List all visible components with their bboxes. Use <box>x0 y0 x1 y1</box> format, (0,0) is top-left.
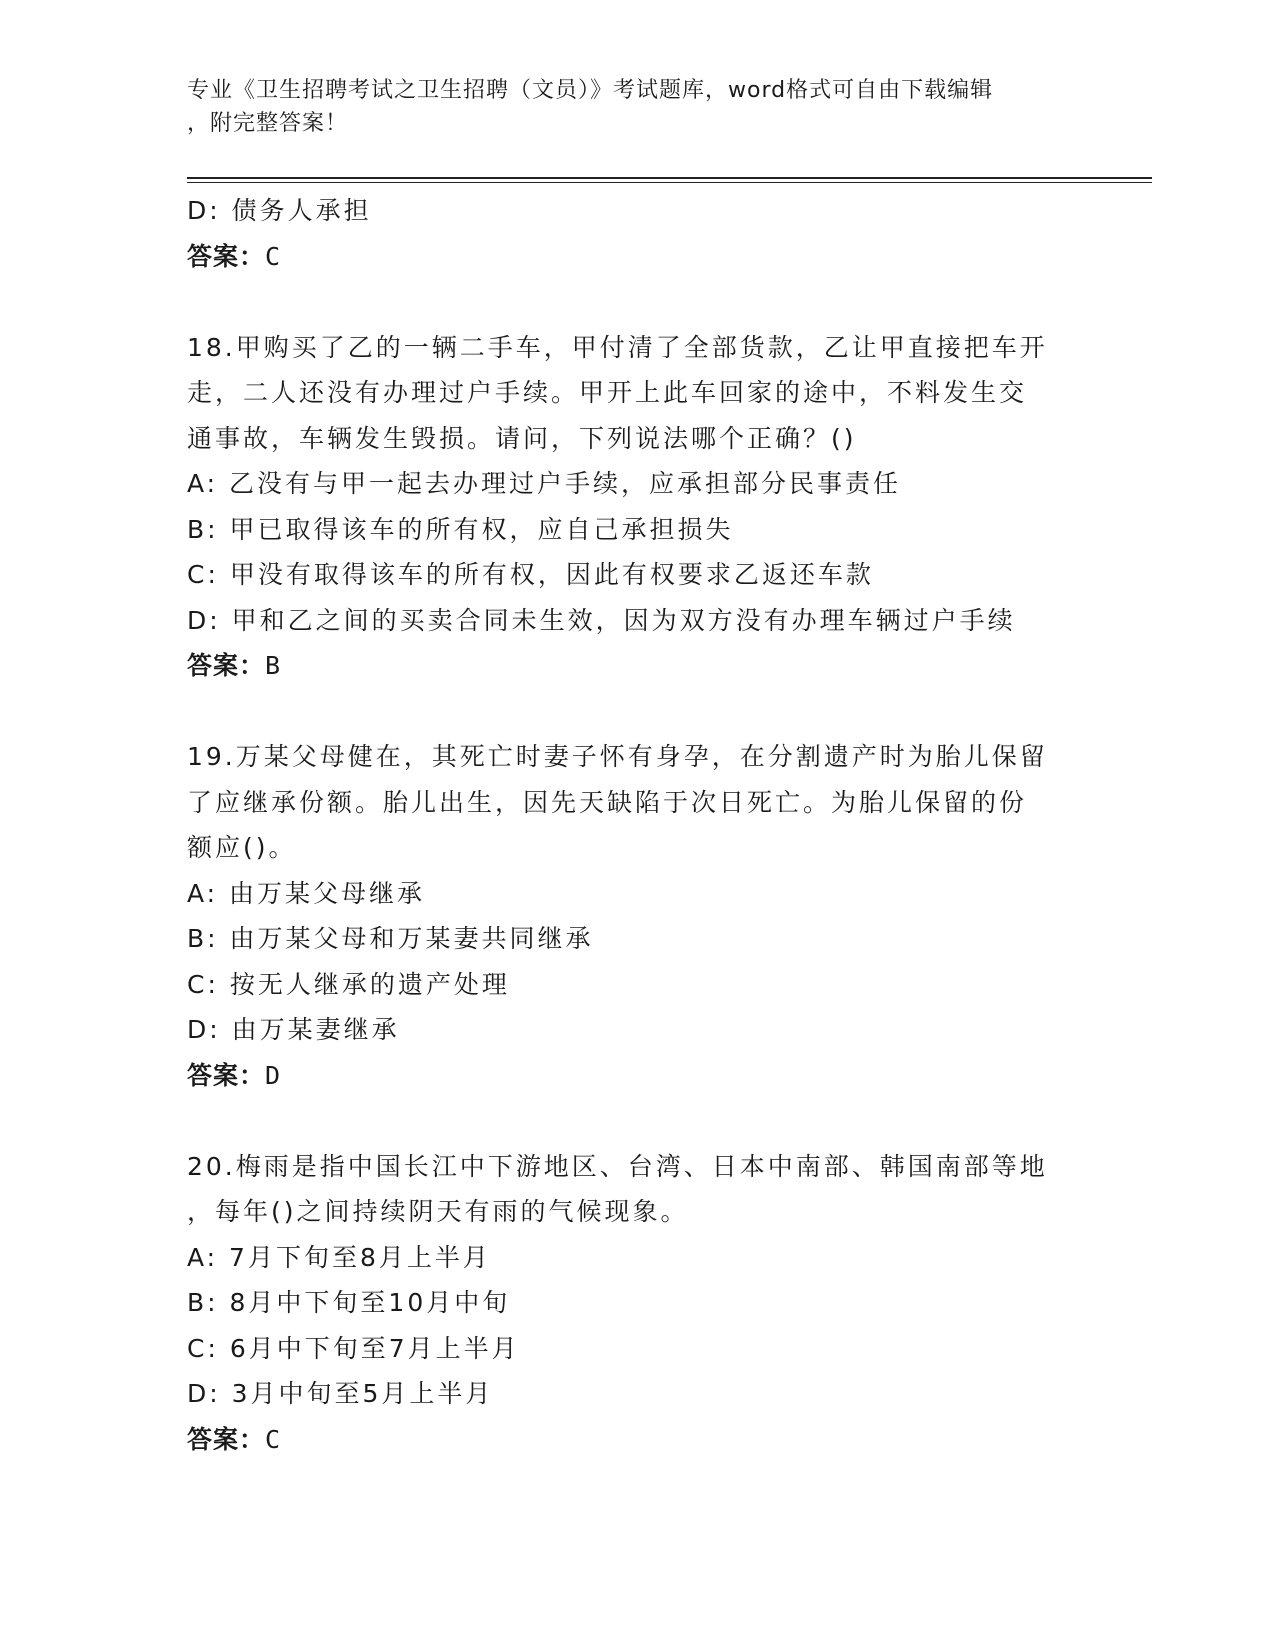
document-body <box>187 188 1087 1462</box>
answer-value: D <box>265 1060 282 1090</box>
question-stem <box>187 325 1087 462</box>
option-d: D: 甲和乙之间的买卖合同未生效，因为双方没有办理车辆过户手续 <box>187 605 1016 635</box>
question-20 <box>187 1144 1087 1463</box>
header-rule-thin <box>187 182 1152 183</box>
header-line-2: ，附完整答案！ <box>187 111 349 136</box>
header-rule-thick <box>187 177 1152 179</box>
answer-value: C <box>265 241 282 271</box>
question-18 <box>187 325 1087 689</box>
answer-label: 答案： <box>187 651 266 680</box>
stem-line: 18.甲购买了乙的一辆二手车，甲付清了全部货款，乙让甲直接把车开 <box>187 332 1048 362</box>
answer <box>187 1053 1087 1099</box>
stem-line: 额应()。 <box>187 833 297 862</box>
option-a: A: 乙没有与甲一起去办理过户手续，应承担部分民事责任 <box>187 469 902 498</box>
question-stem <box>187 1144 1087 1235</box>
answer-label: 答案： <box>187 241 266 271</box>
header-line-1: 专业《卫生招聘考试之卫生招聘（文员）》考试题库，word格式可自由下载编辑 <box>187 78 994 103</box>
option-b: B: 8月中下旬至10月中旬 <box>187 1288 511 1317</box>
answer-value: B <box>265 651 282 680</box>
question-stem <box>187 734 1087 871</box>
option-d: D: 由万某妻继承 <box>187 1015 400 1044</box>
option-a: A: 由万某父母继承 <box>187 878 426 908</box>
answer <box>187 1417 1087 1463</box>
stem-line: 通事故，车辆发生毁损。请问，下列说法哪个正确？() <box>187 423 857 453</box>
question-19 <box>187 734 1087 1098</box>
stem-line: 了应继承份额。胎儿出生，因先天缺陷于次日死亡。为胎儿保留的份 <box>187 787 1028 817</box>
option-b: B: 甲已取得该车的所有权，应自己承担损失 <box>187 514 734 544</box>
option-c: C: 甲没有取得该车的所有权，因此有权要求乙返还车款 <box>187 560 874 589</box>
stem-line: 走，二人还没有办理过户手续。甲开上此车回家的途中，不料发生交 <box>187 378 1028 407</box>
stem-line: 19.万某父母健在，其死亡时妻子怀有身孕，在分割遗产时为胎儿保留 <box>187 742 1048 771</box>
option-b: B: 由万某父母和万某妻共同继承 <box>187 924 594 953</box>
answer-label: 答案： <box>187 1424 266 1454</box>
option-c: C: 按无人继承的遗产处理 <box>187 969 510 999</box>
prev-option-d: D: 债务人承担 <box>187 196 372 225</box>
option-d: D: 3月中旬至5月上半月 <box>187 1379 494 1408</box>
answer <box>187 643 1087 689</box>
stem-line: ，每年()之间持续阴天有雨的气候现象。 <box>187 1197 689 1226</box>
page-header <box>187 74 1067 140</box>
answer-label: 答案： <box>187 1060 266 1090</box>
option-c: C: 6月中下旬至7月上半月 <box>187 1333 520 1363</box>
stem-line: 20.梅雨是指中国长江中下游地区、台湾、日本中南部、韩国南部等地 <box>187 1151 1048 1181</box>
answer-value: C <box>265 1424 282 1454</box>
prev-answer <box>187 234 1087 280</box>
option-a: A: 7月下旬至8月上半月 <box>187 1242 491 1272</box>
